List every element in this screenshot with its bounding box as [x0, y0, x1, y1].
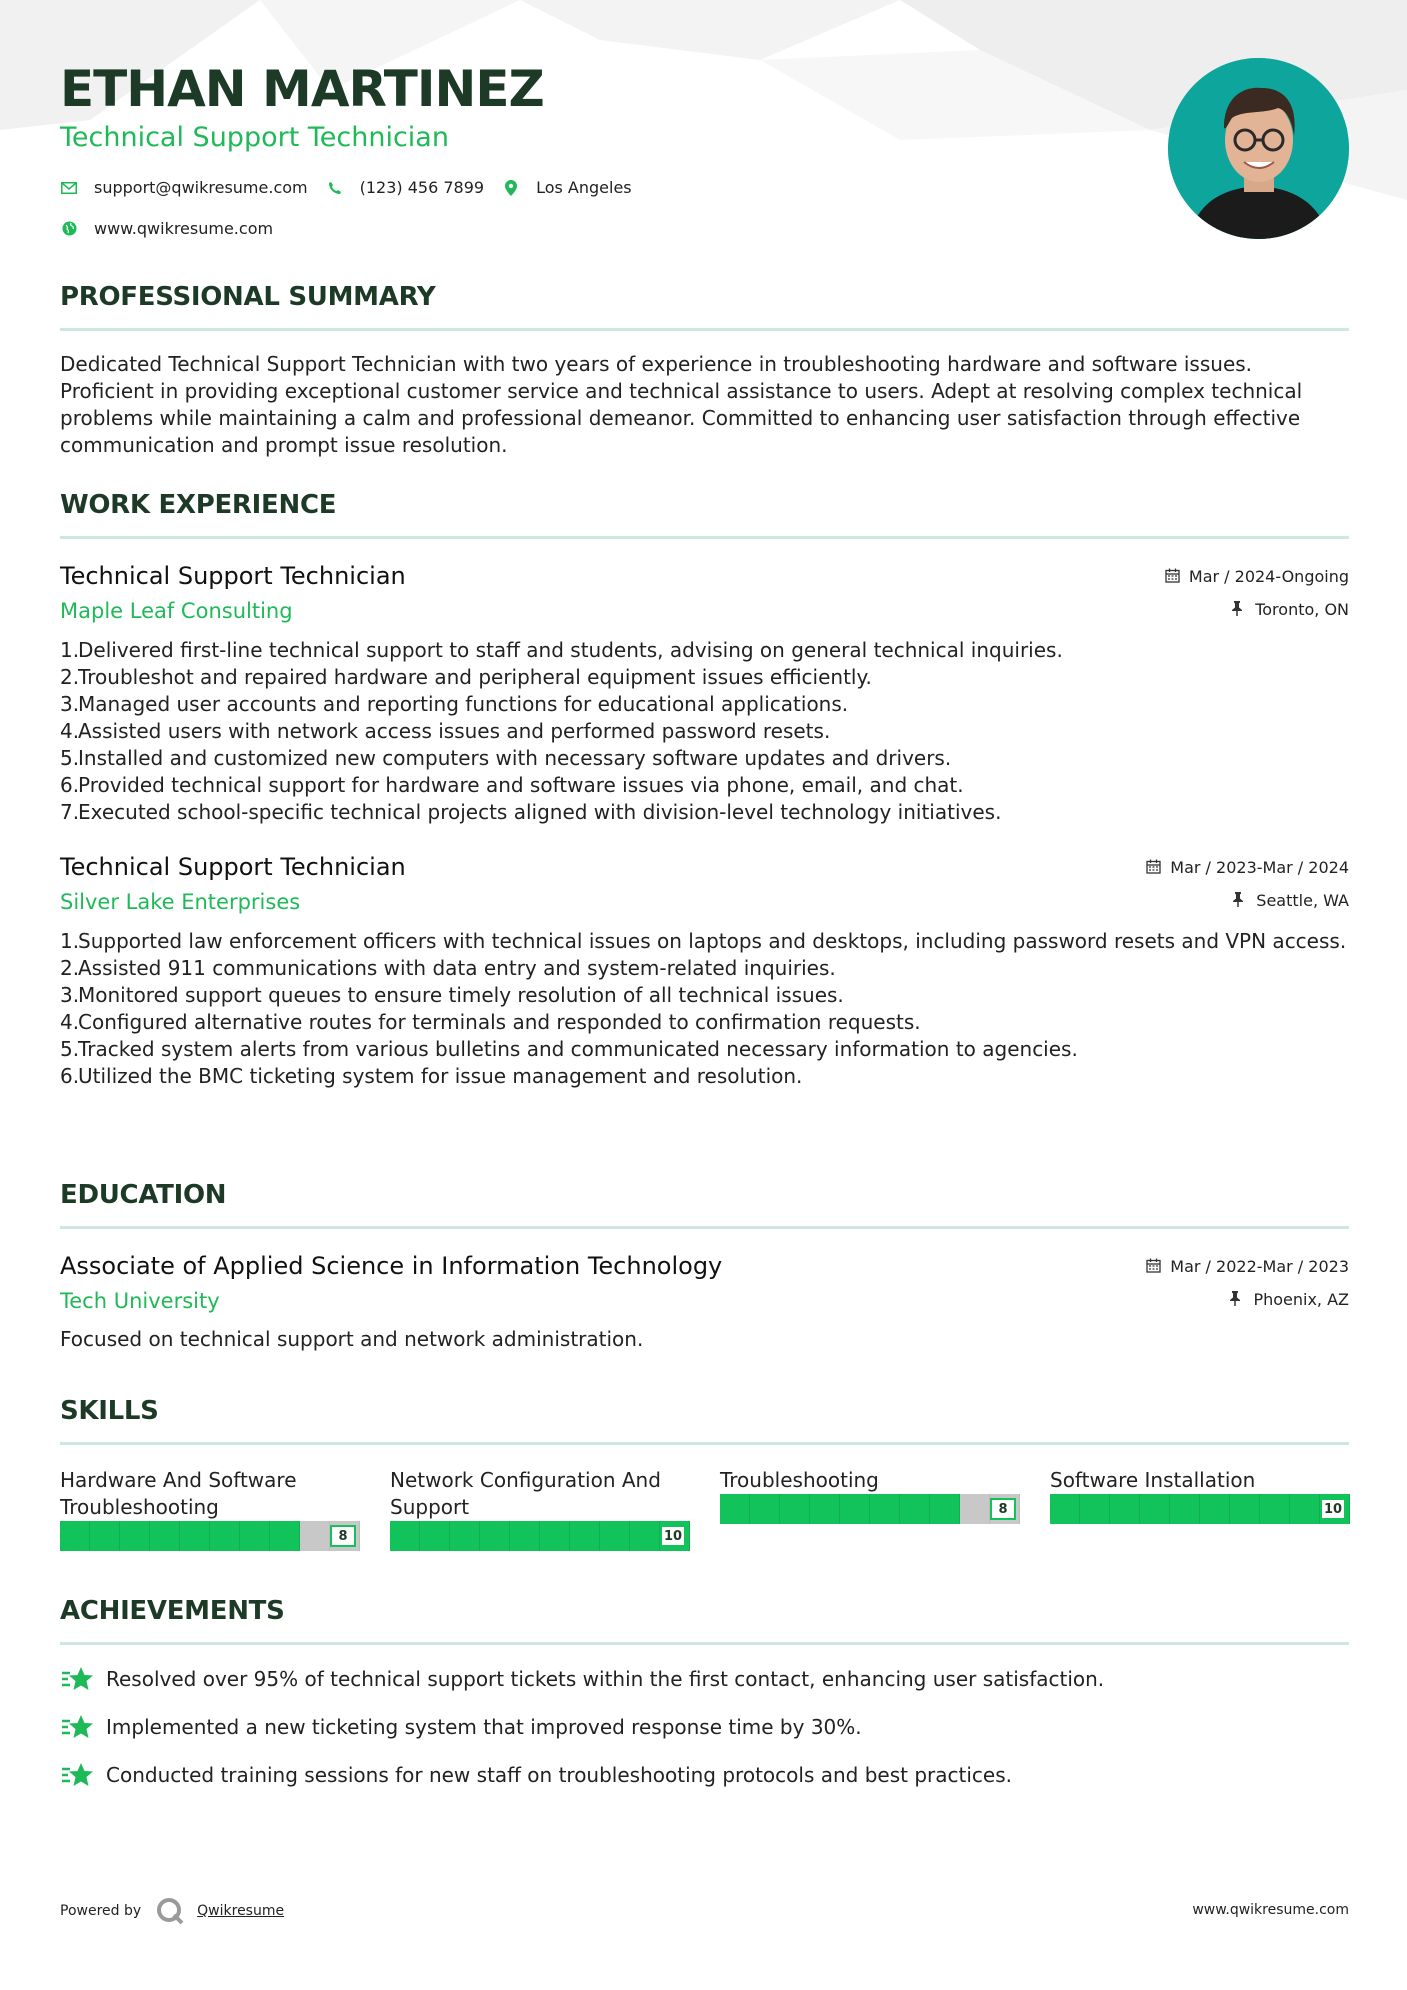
- skill-bar-filled-segment: [930, 1494, 960, 1524]
- job-meta: [1146, 856, 1349, 922]
- calendar-icon: [1165, 568, 1181, 584]
- job-entry: [60, 852, 1349, 1090]
- skill-level-value: 10: [1320, 1498, 1346, 1520]
- skill-bar-filled-segment: [150, 1521, 180, 1551]
- phone-text: (123) 456 7899: [359, 178, 485, 197]
- globe-icon: [60, 220, 78, 238]
- job-title: Technical Support Technician: [60, 853, 406, 881]
- qwikresume-link[interactable]: Qwikresume: [197, 1903, 285, 1919]
- pushpin-icon: [1232, 892, 1248, 908]
- company-name: Maple Leaf Consulting: [60, 599, 293, 623]
- list-item: 1. Supported law enforcement officers with technical issues on laptops and desktops, including password resets and VPN access.: [60, 929, 1347, 953]
- summary-text: Dedicated Technical Support Technician with two years of experience in troubleshooting hardware and software issues. Proficient in providing exceptional customer service and technical assistance to users. Adept at resolving complex technical problems while maintaining a calm and professional demeanor. Committed to enhancing user satisfaction through effective communication and prompt issue resolution.: [60, 352, 1303, 457]
- envelope-icon: [60, 179, 78, 197]
- qwikresume-logo-icon: [155, 1896, 185, 1926]
- resume-header: [60, 62, 1060, 238]
- skill-level-bar: [720, 1494, 1020, 1524]
- list-item: 2. Troubleshot and repaired hardware and peripheral equipment issues efficiently.: [60, 665, 872, 689]
- location-text: Los Angeles: [536, 178, 632, 197]
- contact-phone[interactable]: [326, 178, 484, 197]
- skill-bar-filled-segment: [240, 1521, 270, 1551]
- skill-bar-filled-segment: [450, 1521, 480, 1551]
- education-section: [60, 1180, 1349, 1353]
- section-divider: [60, 1642, 1349, 1645]
- job-bullets: [60, 637, 1349, 826]
- section-divider: [60, 1442, 1349, 1445]
- achievement-text: Resolved over 95% of technical support tickets within the first contact, enhancing user satisfaction.: [106, 1667, 1105, 1691]
- skill-bar-filled-segment: [510, 1521, 540, 1551]
- email-text: support@qwikresume.com: [94, 178, 308, 197]
- page-footer: [60, 1896, 1349, 1926]
- list-item: 5. Tracked system alerts from various bulletins and communicated necessary information to agencies.: [60, 1037, 1078, 1061]
- job-dates-text: Mar / 2024-Ongoing: [1188, 566, 1349, 586]
- achievement-item: [60, 1713, 1349, 1741]
- skill-bar-filled-segment: [1080, 1494, 1110, 1524]
- school-name: Tech University: [60, 1289, 220, 1313]
- achievement-item: [60, 1761, 1349, 1789]
- summary-heading: PROFESSIONAL SUMMARY: [60, 282, 436, 312]
- skill-bar-filled-segment: [720, 1494, 750, 1524]
- skill-bar-filled-segment: [600, 1521, 630, 1551]
- job-dates: [1146, 856, 1349, 878]
- job-title: Technical Support Technician: [60, 562, 406, 590]
- education-dates: [1146, 1255, 1349, 1277]
- skill-bar-filled-segment: [1050, 1494, 1080, 1524]
- list-item: 6. Utilized the BMC ticketing system for issue management and resolution.: [60, 1064, 803, 1088]
- skill-bar-filled-segment: [180, 1521, 210, 1551]
- job-meta: [1165, 565, 1349, 631]
- skills-heading: SKILLS: [60, 1396, 159, 1426]
- skill-bar-filled-segment: [1110, 1494, 1140, 1524]
- achievement-text: Implemented a new ticketing system that improved response time by 30%.: [106, 1715, 862, 1739]
- skill-name: Software Installation: [1050, 1468, 1256, 1492]
- skill-bar-filled-segment: [900, 1494, 930, 1524]
- achievements-section: [60, 1596, 1349, 1789]
- skills-section: [60, 1396, 1349, 1551]
- skill-bar-filled-segment: [1260, 1494, 1290, 1524]
- skill-bar-filled-segment: [1140, 1494, 1170, 1524]
- skill-bar-filled-segment: [420, 1521, 450, 1551]
- job-location: [1165, 598, 1349, 620]
- skill-bar-empty-segment: [960, 1494, 990, 1524]
- skill-bar-filled-segment: [630, 1521, 660, 1551]
- education-location: [1146, 1288, 1349, 1310]
- contact-email[interactable]: [60, 178, 308, 197]
- list-item: 2. Assisted 911 communications with data entry and system-related inquiries.: [60, 956, 836, 980]
- contact-location: [502, 178, 632, 197]
- list-item: 1. Delivered first-line technical support to staff and students, advising on general technical inquiries.: [60, 638, 1063, 662]
- achievement-item: [60, 1665, 1349, 1693]
- section-divider: [60, 1226, 1349, 1229]
- skill-bar-filled-segment: [480, 1521, 510, 1551]
- website-text: www.qwikresume.com: [94, 219, 274, 238]
- skill-item: [720, 1467, 1020, 1551]
- list-item: 6. Provided technical support for hardware and software issues via phone, email, and chat.: [60, 773, 964, 797]
- skill-level-bar: [1050, 1494, 1350, 1524]
- skill-level-value: 8: [330, 1525, 356, 1547]
- skill-bar-filled-segment: [1170, 1494, 1200, 1524]
- candidate-title: Technical Support Technician: [60, 122, 449, 153]
- list-item: 4. Configured alternative routes for terminals and responded to confirmation requests.: [60, 1010, 921, 1034]
- skill-bar-filled-segment: [870, 1494, 900, 1524]
- company-name: Silver Lake Enterprises: [60, 890, 301, 914]
- candidate-name: ETHAN MARTINEZ: [60, 60, 544, 118]
- footer-website-link[interactable]: www.qwikresume.com: [1192, 1902, 1349, 1918]
- skills-row: [60, 1467, 1349, 1551]
- skill-bar-filled-segment: [390, 1521, 420, 1551]
- skill-name: Hardware And Software Troubleshooting: [60, 1468, 297, 1519]
- contact-row: [60, 178, 1060, 197]
- contact-website[interactable]: [60, 219, 273, 238]
- list-item: 5. Installed and customized new computers with necessary software updates and drivers.: [60, 746, 952, 770]
- education-dates-text: Mar / 2022-Mar / 2023: [1170, 1256, 1349, 1276]
- degree-title: Associate of Applied Science in Information Technology: [60, 1252, 723, 1280]
- job-location-text: Seattle, WA: [1256, 890, 1349, 910]
- skill-bar-filled-segment: [1290, 1494, 1320, 1524]
- education-entry: [60, 1251, 1349, 1353]
- skill-level-value: 10: [660, 1525, 686, 1547]
- skill-bar-filled-segment: [570, 1521, 600, 1551]
- skill-bar-filled-segment: [90, 1521, 120, 1551]
- skill-bar-filled-segment: [60, 1521, 90, 1551]
- skill-item: [60, 1467, 360, 1551]
- list-item: 4. Assisted users with network access issues and performed password resets.: [60, 719, 831, 743]
- section-divider: [60, 328, 1349, 331]
- skill-bar-filled-segment: [810, 1494, 840, 1524]
- education-location-text: Phoenix, AZ: [1253, 1289, 1349, 1309]
- job-dates-text: Mar / 2023-Mar / 2024: [1170, 857, 1349, 877]
- calendar-icon: [1146, 1258, 1162, 1274]
- experience-heading: WORK EXPERIENCE: [60, 490, 337, 520]
- pushpin-icon: [1229, 1291, 1245, 1307]
- skill-item: [1050, 1467, 1350, 1551]
- education-description: Focused on technical support and network administration.: [60, 1327, 644, 1351]
- list-item: 3. Monitored support queues to ensure timely resolution of all technical issues.: [60, 983, 844, 1007]
- job-location: [1146, 889, 1349, 911]
- skill-bar-filled-segment: [270, 1521, 300, 1551]
- list-item: 7. Executed school-specific technical projects aligned with division-level technology initiatives.: [60, 800, 1002, 824]
- phone-icon: [326, 179, 344, 197]
- skill-bar-empty-segment: [300, 1521, 330, 1551]
- website-row: [60, 219, 1060, 238]
- skill-bar-filled-segment: [1230, 1494, 1260, 1524]
- star-badge-icon: [60, 1713, 94, 1741]
- job-location-text: Toronto, ON: [1255, 599, 1349, 619]
- list-item: 3. Managed user accounts and reporting functions for educational applications.: [60, 692, 849, 716]
- skill-bar-filled-segment: [780, 1494, 810, 1524]
- job-bullets: [60, 928, 1349, 1090]
- star-badge-icon: [60, 1761, 94, 1789]
- education-meta: [1146, 1255, 1349, 1321]
- skill-level-value: 8: [990, 1498, 1016, 1520]
- experience-section: [60, 490, 1349, 1090]
- achievements-heading: ACHIEVEMENTS: [60, 1596, 285, 1626]
- profile-photo: [1168, 58, 1349, 239]
- skill-bar-filled-segment: [540, 1521, 570, 1551]
- powered-by-label: Powered by: [60, 1903, 142, 1919]
- skill-bar-filled-segment: [840, 1494, 870, 1524]
- skill-bar-filled-segment: [210, 1521, 240, 1551]
- star-badge-icon: [60, 1665, 94, 1693]
- education-heading: EDUCATION: [60, 1180, 227, 1210]
- skill-level-bar: [60, 1521, 360, 1551]
- skill-level-bar: [390, 1521, 690, 1551]
- skill-name: Troubleshooting: [720, 1468, 879, 1492]
- section-divider: [60, 536, 1349, 539]
- calendar-icon: [1146, 859, 1162, 875]
- job-dates: [1165, 565, 1349, 587]
- pushpin-icon: [1231, 601, 1247, 617]
- map-pin-icon: [502, 179, 520, 197]
- achievement-text: Conducted training sessions for new staff on troubleshooting protocols and best practices.: [106, 1763, 1012, 1787]
- skill-name: Network Configuration And Support: [390, 1468, 661, 1519]
- skill-item: [390, 1467, 690, 1551]
- summary-section: [60, 282, 1349, 459]
- job-entry: [60, 561, 1349, 826]
- skill-bar-filled-segment: [120, 1521, 150, 1551]
- skill-bar-filled-segment: [750, 1494, 780, 1524]
- skill-bar-filled-segment: [1200, 1494, 1230, 1524]
